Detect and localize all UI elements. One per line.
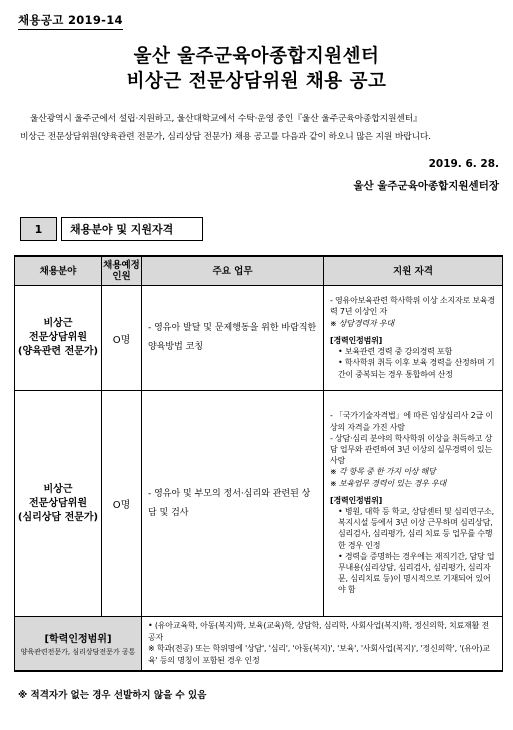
qualification-text: • 보육관련 경력 중 강의경력 포함 (338, 347, 453, 357)
qualification-cell (324, 391, 503, 617)
section-header (20, 217, 203, 241)
education-range-title: [학력인정범위] (44, 633, 112, 645)
qualification-note: ※ 상담경력자 우대 (330, 318, 394, 328)
page-title-line2: 비상근 전문상담위원 채용 공고 (126, 71, 387, 92)
qualification-note: ※ 보육업무 경력이 있는 경우 우대 (330, 478, 447, 488)
header-category: 채용분야 (15, 256, 102, 286)
page-title-line1: 울산 울주군육아종합지원센터 (133, 46, 380, 67)
table-header-row (15, 256, 503, 286)
qualification-text: • 경력을 증명하는 경우에는 재직기간, 담당 업무내용(심리상담, 심리검사, 심리평가, 심리자문, 심리치료 등)이 명시적으로 기재되어 있어야 함 (338, 551, 495, 595)
intro-line1: 울산광역시 울주군에서 설립·지원하고, 울산대학교에서 수탁·운영 중인『울산 울주군육아종합지원센터』 (30, 114, 422, 124)
table-row (15, 617, 503, 671)
education-range-note: ※ 학과(전공) 또는 학위명에 '상담', '심리', '아동(복지)', '보육', '사회사업(복지)', '정신의학', '(유아)교육' 등의 명칭이 포함된 경우 인정 (148, 644, 490, 665)
table-row (15, 391, 503, 617)
education-range-text: • (유아교육학, 아동(복지)학, 보육(교육)학, 상담학, 심리학, 사회사업(복지)학, 정신의학, 치료재활 전공자 (148, 621, 489, 642)
category-cell (15, 286, 102, 391)
footnote: ※ 적격자가 없는 경우 선발하지 않을 수 있음 (18, 690, 207, 701)
qualification-text: - 영유아보육관련 학사학위 이상 소지자로 보육경력 7년 이상인 자 (330, 296, 495, 317)
education-range-subtitle: 양육관련전문가, 심리상담전문가 공통 (20, 647, 136, 656)
announcement-date: 2019. 6. 28. (428, 158, 499, 170)
category-line: 전문상담위원 (29, 497, 87, 509)
education-range-content (142, 617, 503, 671)
education-range-label-cell (15, 617, 142, 671)
qualification-text: • 학사학위 취득 이후 보육 경력을 산정하며 기간이 중복되는 경우 통합하여 산정 (338, 358, 495, 379)
recruitment-table (14, 255, 503, 672)
qualification-text: • 병원, 대학 등 학교, 상담센터 및 심리연구소, 복지시설 등에서 3년 이상 근무하며 심리상담, 심리검사, 심리평가, 심리 치료 등 업무를 수행한 경우 인정 (338, 507, 494, 550)
section-title: 채용분야 및 지원자격 (61, 217, 203, 241)
qualification-text: - 상담·심리 분야의 학사학위 이상을 취득하고 상담 업무와 관련하여 3년 이상의 실무경력이 있는 사람 (330, 433, 493, 466)
category-line: 전문상담위원 (29, 332, 87, 343)
issuing-organization: 울산 울주군육아종합지원센터장 (353, 180, 499, 192)
table-row (15, 286, 503, 391)
category-line: (심리상담 전문가) (17, 511, 99, 523)
qualification-cell (324, 286, 503, 391)
category-line: (양육관련 전문가) (17, 346, 99, 357)
header-duty: 주요 업무 (142, 256, 324, 286)
category-line: 비상근 (43, 483, 73, 495)
header-qualification: 지원 자격 (324, 256, 503, 286)
section-number: 1 (20, 217, 57, 241)
qualification-note: ※ 각 항목 중 한 가지 이상 해당 (330, 467, 436, 477)
qualification-subheader: [경력인정범위] (330, 335, 383, 345)
header-count: 채용예정 인원 (102, 256, 142, 286)
count-cell: O명 (102, 286, 142, 391)
intro-line2: 비상근 전문상담위원(양육관련 전문가, 심리상담 전문가) 채용 공고를 다음과 같이 하오니 많은 지원 바랍니다. (20, 132, 431, 142)
count-cell: O명 (102, 391, 142, 617)
notice-number: 채용공고 2019-14 (18, 12, 123, 30)
qualification-text: - 「국가기술자격법」에 따른 임상심리사 2급 이상의 자격을 가진 사람 (330, 411, 493, 432)
duty-cell: - 영유아 및 부모의 정서·심리와 관련된 상담 및 검사 (142, 391, 324, 617)
duty-cell: - 영유아 발달 및 문제행동을 위한 바람직한 양육방법 코칭 (142, 286, 324, 391)
category-line: 비상근 (43, 318, 73, 329)
qualification-subheader: [경력인정범위] (330, 495, 383, 505)
category-cell (15, 391, 102, 617)
